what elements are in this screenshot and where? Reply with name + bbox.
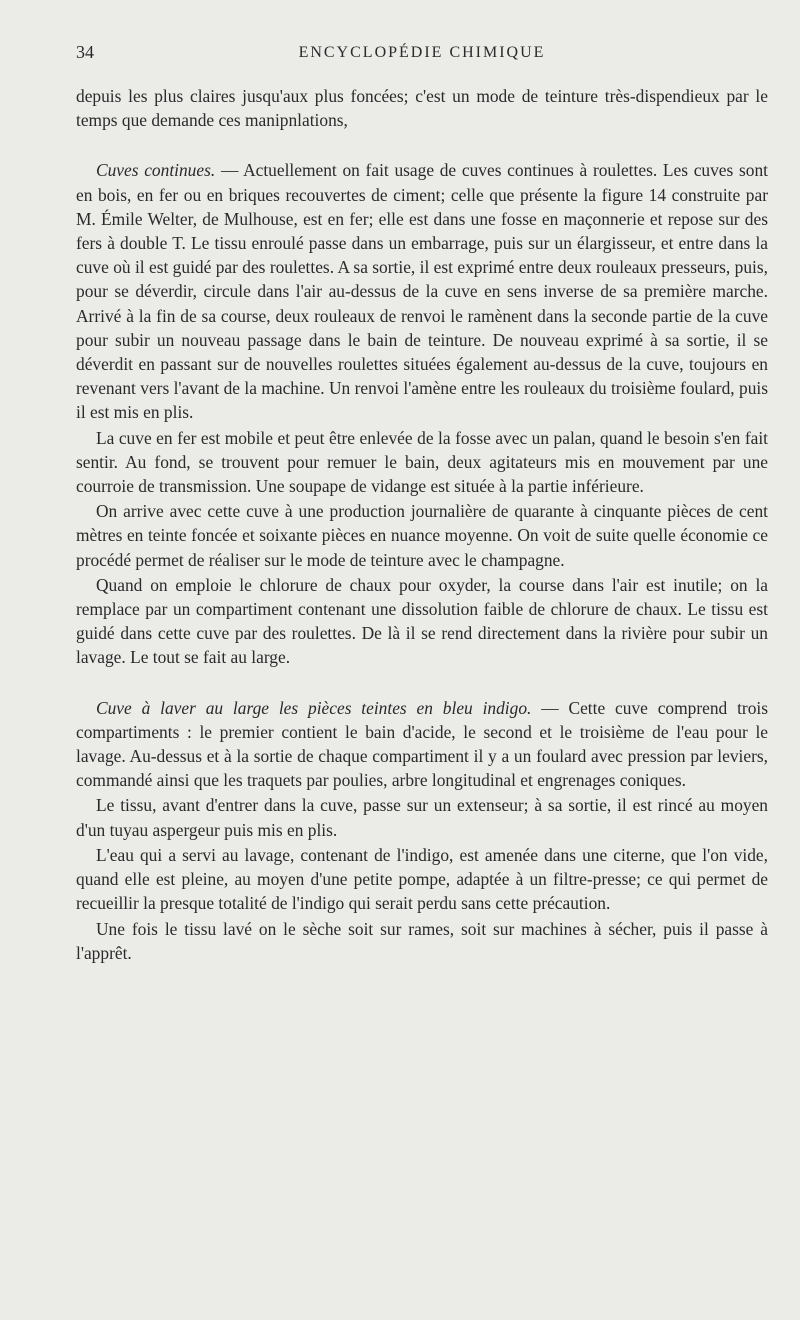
section-2-title: Cuve à laver au large les pièces teintes en bleu indigo. [96,697,532,718]
section-1-paragraph-4: Quand on emploie le chlorure de chaux pour oxyder, la course dans l'air est inutile; on la remplace par un compartiment contenant une dissolution faible de chlorure de chaux. Le tissu est guidé dans cette cuve par des roulettes. De là il se rend directement dans la rivière pour subir un lavage. Le tout se fait au large. [76,574,768,668]
section-2-paragraph-3: L'eau qui a servi au lavage, contenant de l'indigo, est amenée dans une citerne, que l'on vide, quand elle est pleine, au moyen d'une petite pompe, adaptée à un filtre-presse; ce qui permet de recueillir la presque totalité de l'indigo qui serait perdu sans cette précaution. [76,844,768,914]
section-1-paragraph-3: On arrive avec cette cuve à une production journalière de quarante à cinquante pièces de cent mètres en teinte foncée et soixante pièces en nuance moyenne. On voit de suite quelle économie ce procédé permet de réaliser sur le mode de teinture avec le champagne. [76,501,768,570]
intro-paragraph: depuis les plus claires jusqu'aux plus foncées; c'est un mode de teinture très-dispendieux par le temps que demande ces manipnlations, [76,86,768,131]
section-1-title: Cuves continues. [96,160,216,181]
page-header [76,42,768,70]
section-2-paragraph-1-text: — Cette cuve comprend trois compartiments : le premier contient le bain d'acide, le second et le troisième de l'eau pour le lavage. Au-dessus et à la sortie de chaque compartiment il y a un foulard avec pression par leviers, commandé ainsi que les traquets par poulies, arbre longitudinal et engrenages coniques. [76,697,769,791]
section-1-paragraph-1 [76,158,768,424]
section-spacer [76,670,768,696]
section-2-paragraph-4: Une fois le tissu lavé on le sèche soit sur rames, soit sur machines à sécher, puis il passe à l'apprêt. [76,918,768,963]
section-1-paragraph-1-text: — Actuellement on fait usage de cuves continues à roulettes. Les cuves sont en bois, en fer ou en briques recouvertes de ciment; celle que présente la figure 14 construite par M. Émile Welter, de Mulhouse, est en fer; elle est dans une fosse en maçonnerie et repose sur des fers à double T. Le tissu enroulé passe dans un embarrage, puis sur un élargisseur, et entre dans la cuve où il est guidé par des roulettes. A sa sortie, il est exprimé entre deux rouleaux presseurs, puis, pour se déverdir, circule dans l'air au-dessus de la cuve en sens inverse de sa première marche. Arrivé à la fin de sa course, deux rouleaux de renvoi le ramènent dans la seconde partie de la cuve pour subir un nouveau passage dans le bain de teinture. De nouveau exprimé à sa sortie, il se déverdit en passant sur de nouvelles roulettes situées également au-dessus de la cuve, toujours en revenant vers l'avant de la machine. Un renvoi l'amène entre les rouleaux du troisième foulard, puis il est mis en plis. [76,160,768,423]
running-title: ENCYCLOPÉDIE CHIMIQUE [298,44,546,61]
section-2-paragraph-2: Le tissu, avant d'entrer dans la cuve, passe sur un extenseur; à sa sortie, il est rincé au moyen d'un tuyau aspergeur puis mis en plis. [76,795,768,840]
section-spacer [76,132,768,158]
section-2-paragraph-1 [76,696,768,793]
section-1-paragraph-2: La cuve en fer est mobile et peut être enlevée de la fosse avec un palan, quand le besoin s'en fait sentir. Au fond, se trouvent pour remuer le bain, deux agitateurs mis en mouvement par une courroie de transmission. Une soupape de vidange est située à la partie inférieure. [76,427,768,497]
page-number: 34 [76,42,94,62]
